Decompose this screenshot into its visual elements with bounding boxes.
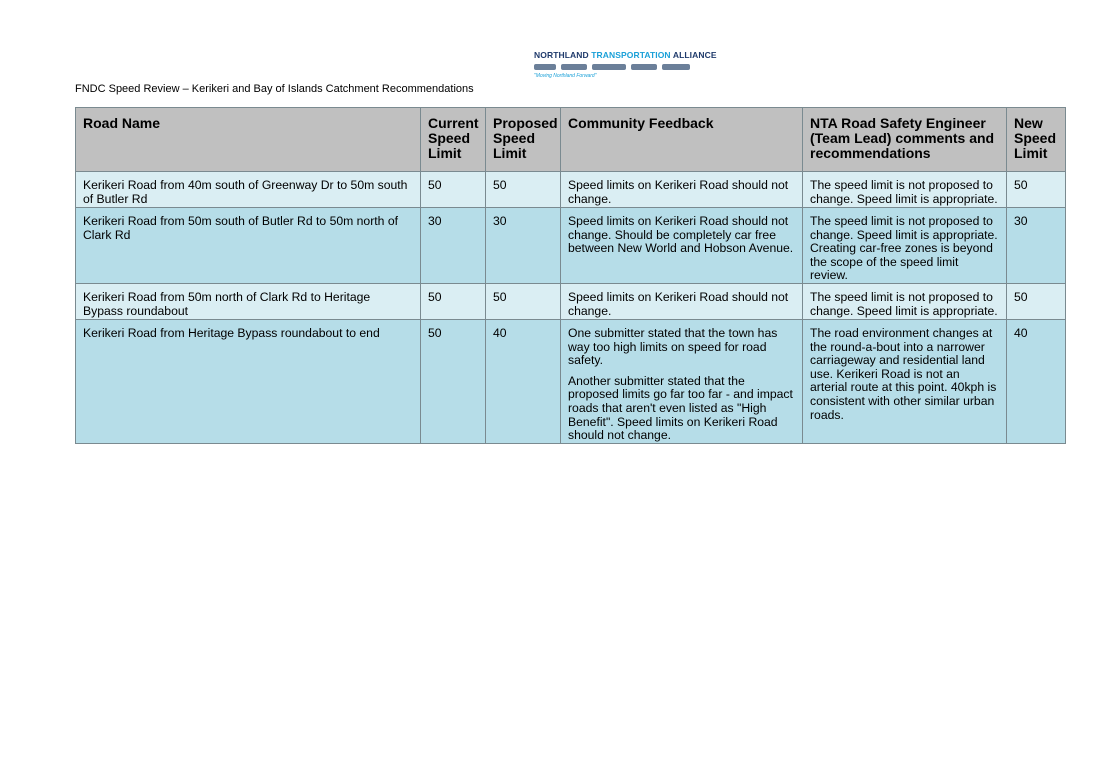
partner-logo-icon — [631, 64, 657, 70]
road-name-cell: Kerikeri Road from Heritage Bypass roundabout to end — [76, 319, 421, 443]
table-row — [76, 319, 1066, 443]
feedback-paragraph: One submitter stated that the town has way too high limits on speed for road safety. — [568, 325, 778, 368]
community-feedback-cell — [561, 172, 803, 208]
partner-logos — [534, 62, 700, 72]
table-row — [76, 172, 1066, 208]
proposed-speed-cell: 40 — [486, 319, 561, 443]
partner-logo-icon — [561, 64, 587, 70]
partner-logo-icon — [662, 64, 690, 70]
feedback-paragraph: Speed limits on Kerikeri Road should not change. — [568, 289, 789, 318]
current-speed-cell: 50 — [421, 319, 486, 443]
nta-comment-cell: The road environment changes at the round-a-bout into a narrower carriageway and residential land use. Kerikeri Road is not an arterial route at this point. 40kph is consistent with other similar urban roads. — [803, 319, 1007, 443]
current-speed-cell: 50 — [421, 172, 486, 208]
new-speed-cell: 50 — [1007, 283, 1066, 319]
feedback-paragraph: Speed limits on Kerikeri Road should not change. — [568, 178, 789, 206]
header-current-speed-limit: Current Speed Limit — [421, 108, 486, 172]
logo-name-part3: ALLIANCE — [672, 50, 717, 60]
header-new-speed-limit: New Speed Limit — [1007, 108, 1066, 172]
road-name-cell: Kerikeri Road from 50m north of Clark Rd to Heritage Bypass roundabout — [76, 283, 421, 319]
new-speed-cell: 50 — [1007, 172, 1066, 208]
community-feedback-cell — [561, 283, 803, 319]
road-name-cell: Kerikeri Road from 40m south of Greenway Dr to 50m south of Butler Rd — [76, 172, 421, 208]
community-feedback-cell — [561, 208, 803, 284]
table-row — [76, 208, 1066, 284]
nta-comment-cell: The speed limit is not proposed to change. Speed limit is appropriate. — [803, 172, 1007, 208]
logo-name-part2: TRANSPORTATION — [591, 50, 671, 60]
logo-name-part1: NORTHLAND — [534, 50, 589, 60]
recommendations-table — [75, 107, 1066, 444]
nta-logo — [534, 50, 717, 82]
current-speed-cell: 30 — [421, 208, 486, 284]
document-title: FNDC Speed Review – Kerikeri and Bay of Islands Catchment Recommendations — [75, 83, 474, 95]
header-road-name: Road Name — [76, 108, 421, 172]
header-community-feedback: Community Feedback — [561, 108, 803, 172]
proposed-speed-cell: 50 — [486, 172, 561, 208]
header-proposed-speed-limit: Proposed Speed Limit — [486, 108, 561, 172]
community-feedback-cell — [561, 319, 803, 443]
proposed-speed-cell: 50 — [486, 283, 561, 319]
logo-tagline: "Moving Northland Forward" — [534, 73, 597, 79]
new-speed-cell: 30 — [1007, 208, 1066, 284]
nta-comment-cell: The speed limit is not proposed to change. Speed limit is appropriate. Creating car-free zones is beyond the scope of the speed limit review. — [803, 208, 1007, 284]
new-speed-cell: 40 — [1007, 319, 1066, 443]
partner-logo-icon — [534, 64, 556, 70]
road-name-cell: Kerikeri Road from 50m south of Butler Rd to 50m north of Clark Rd — [76, 208, 421, 284]
nta-comment-cell: The speed limit is not proposed to change. Speed limit is appropriate. — [803, 283, 1007, 319]
logo-title — [534, 50, 717, 60]
header-nta-comments: NTA Road Safety Engineer (Team Lead) comments and recommendations — [803, 108, 1007, 172]
table-row — [76, 283, 1066, 319]
proposed-speed-cell: 30 — [486, 208, 561, 284]
partner-logo-icon — [592, 64, 626, 70]
feedback-paragraph: Speed limits on Kerikeri Road should not change. Should be completely car free between New World and Hobson Avenue. — [568, 214, 794, 256]
table-header-row — [76, 108, 1066, 172]
feedback-paragraph: Another submitter stated that the proposed limits go far too far - and impact roads that aren't even listed as "High Benefit". Speed limits on Kerikeri Road should not change. — [568, 373, 793, 443]
current-speed-cell: 50 — [421, 283, 486, 319]
